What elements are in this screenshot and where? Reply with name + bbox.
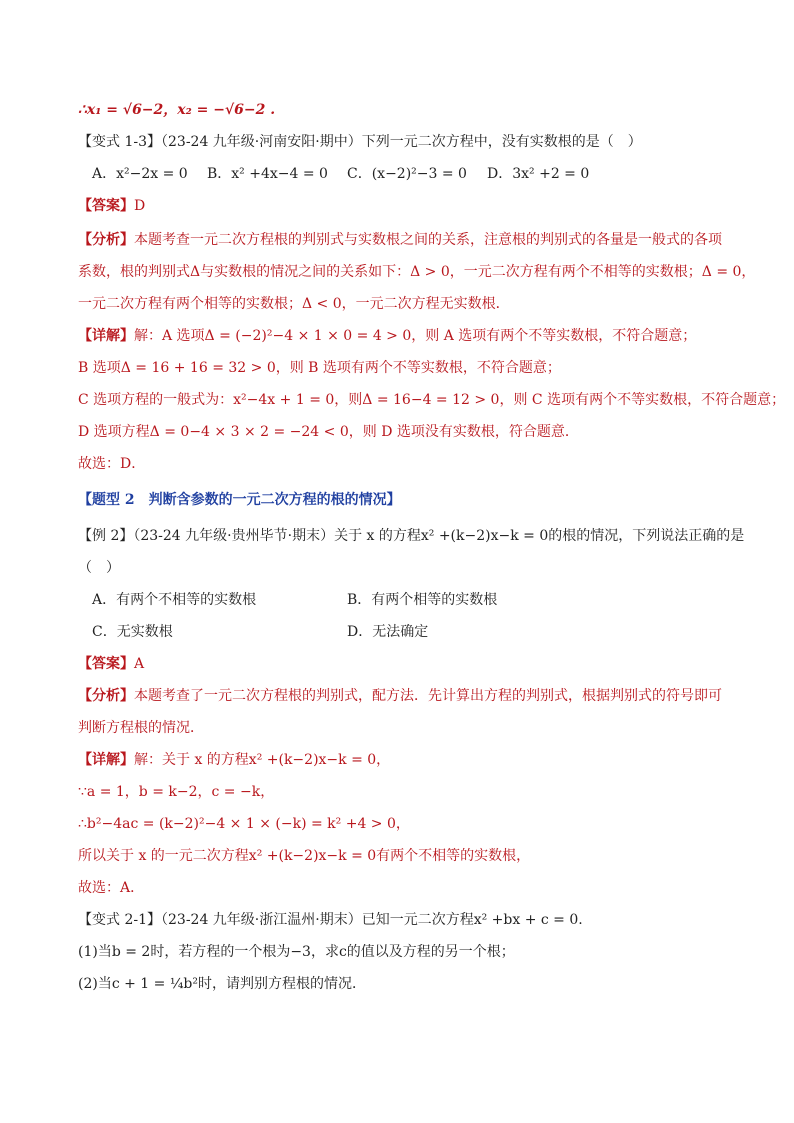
answer-label: 【答案】 xyxy=(78,656,134,672)
detail-2-line4: 所以关于 x 的一元二次方程x² +(k−2)x−k = 0有两个不相等的实数根， xyxy=(78,848,531,864)
analysis-2-line2: 判断方程根的情况． xyxy=(78,720,204,736)
answer-2 xyxy=(78,654,144,674)
detail-label: 【详解】 xyxy=(78,752,134,768)
variant-1-3-text: （23-24 九年级·河南安阳·期中）下列一元二次方程中，没有实数根的是（ ） xyxy=(161,134,642,150)
example-2-option-c: C．无实数根 xyxy=(92,624,173,640)
answer-value: D xyxy=(134,198,146,214)
option-b: B．x² +4x−4 = 0 xyxy=(207,166,328,182)
analysis-2-line1 xyxy=(78,686,722,706)
variant-2-1-part2: (2)当c + 1 = ¼b²时，请判别方程根的情况． xyxy=(78,976,366,992)
variant-2-1-part1: (1)当b = 2时，若方程的一个根为−3，求c的值以及方程的另一个根； xyxy=(78,944,515,960)
variant-2-1-question xyxy=(78,910,583,930)
option-d: D．3x² +2 = 0 xyxy=(487,166,590,182)
example-2-option-b: B．有两个相等的实数根 xyxy=(347,592,498,608)
example-2-text: （23-24 九年级·贵州毕节·期末）关于 x 的方程x² +(k−2)x−k = 0的根的情况，下列说法正确的是 xyxy=(133,528,745,544)
detail-1-3-line1 xyxy=(78,326,696,346)
detail-2-line1 xyxy=(78,750,390,770)
analysis-1-3-line1 xyxy=(78,230,722,250)
variant-2-1-label: 【变式 2-1】 xyxy=(78,912,161,928)
detail-1-3-line4: D 选项方程Δ = 0−4 × 3 × 2 = −24 < 0，则 D 选项没有实数根，符合题意． xyxy=(78,424,579,440)
analysis-text: 本题考查一元二次方程根的判别式与实数根之间的关系，注意根的判别式的各量是一般式的各项 xyxy=(134,232,722,248)
choose-1-3: 故选：D． xyxy=(78,456,146,472)
analysis-text: 本题考查了一元二次方程根的判别式，配方法．先计算出方程的判别式，根据判别式的符号即可 xyxy=(134,688,722,704)
detail-1-3-line3: C 选项方程的一般式为：x²−4x + 1 = 0，则Δ = 16−4 = 12 > 0，则 C 选项有两个不等实数根，不符合题意； xyxy=(78,392,786,408)
example-2-question xyxy=(78,526,744,546)
detail-2-line2: ∵a = 1，b = k−2，c = −k， xyxy=(78,784,275,800)
detail-text: 解：关于 x 的方程x² +(k−2)x−k = 0， xyxy=(134,752,391,768)
answer-1-3 xyxy=(78,196,145,216)
section-heading-2: 【题型 2 判断含参数的一元二次方程的根的情况】 xyxy=(78,492,401,508)
option-c: C．(x−2)²−3 = 0 xyxy=(347,166,467,182)
answer-value: A xyxy=(134,656,145,672)
detail-label: 【详解】 xyxy=(78,328,134,344)
detail-1-3-line2: B 选项Δ = 16 + 16 = 32 > 0，则 B 选项有两个不等实数根，不符合题意； xyxy=(78,360,561,376)
analysis-1-3-line2: 系数，根的判别式Δ与实数根的情况之间的关系如下：Δ > 0，一元二次方程有两个不相等的实数根；Δ = 0， xyxy=(78,264,756,280)
analysis-1-3-line3: 一元二次方程有两个相等的实数根；Δ < 0，一元二次方程无实数根． xyxy=(78,296,510,312)
solution-roots-line: ∴x₁ = √6−2，x₂ = −√6−2 . xyxy=(78,102,276,118)
detail-2-line3: ∴b²−4ac = (k−2)²−4 × 1 × (−k) = k² +4 > 0， xyxy=(78,816,410,832)
variant-1-3-label: 【变式 1-3】 xyxy=(78,134,161,150)
option-a: A．x²−2x = 0 xyxy=(92,166,188,182)
example-2-option-d: D．无法确定 xyxy=(347,624,429,640)
analysis-label: 【分析】 xyxy=(78,232,134,248)
example-2-label: 【例 2】 xyxy=(78,528,134,544)
variant-1-3-question xyxy=(78,132,642,152)
answer-label: 【答案】 xyxy=(78,198,134,214)
analysis-label: 【分析】 xyxy=(78,688,134,704)
variant-2-1-text: （23-24 九年级·浙江温州·期末）已知一元二次方程x² +bx + c = 0. xyxy=(161,912,583,928)
detail-text: 解：A 选项Δ = (−2)²−4 × 1 × 0 = 4 > 0，则 A 选项有两个不等实数根，不符合题意； xyxy=(134,328,697,344)
example-2-paren: （ ） xyxy=(78,560,120,576)
example-2-option-a: A．有两个不相等的实数根 xyxy=(92,592,257,608)
choose-2: 故选：A． xyxy=(78,880,145,896)
